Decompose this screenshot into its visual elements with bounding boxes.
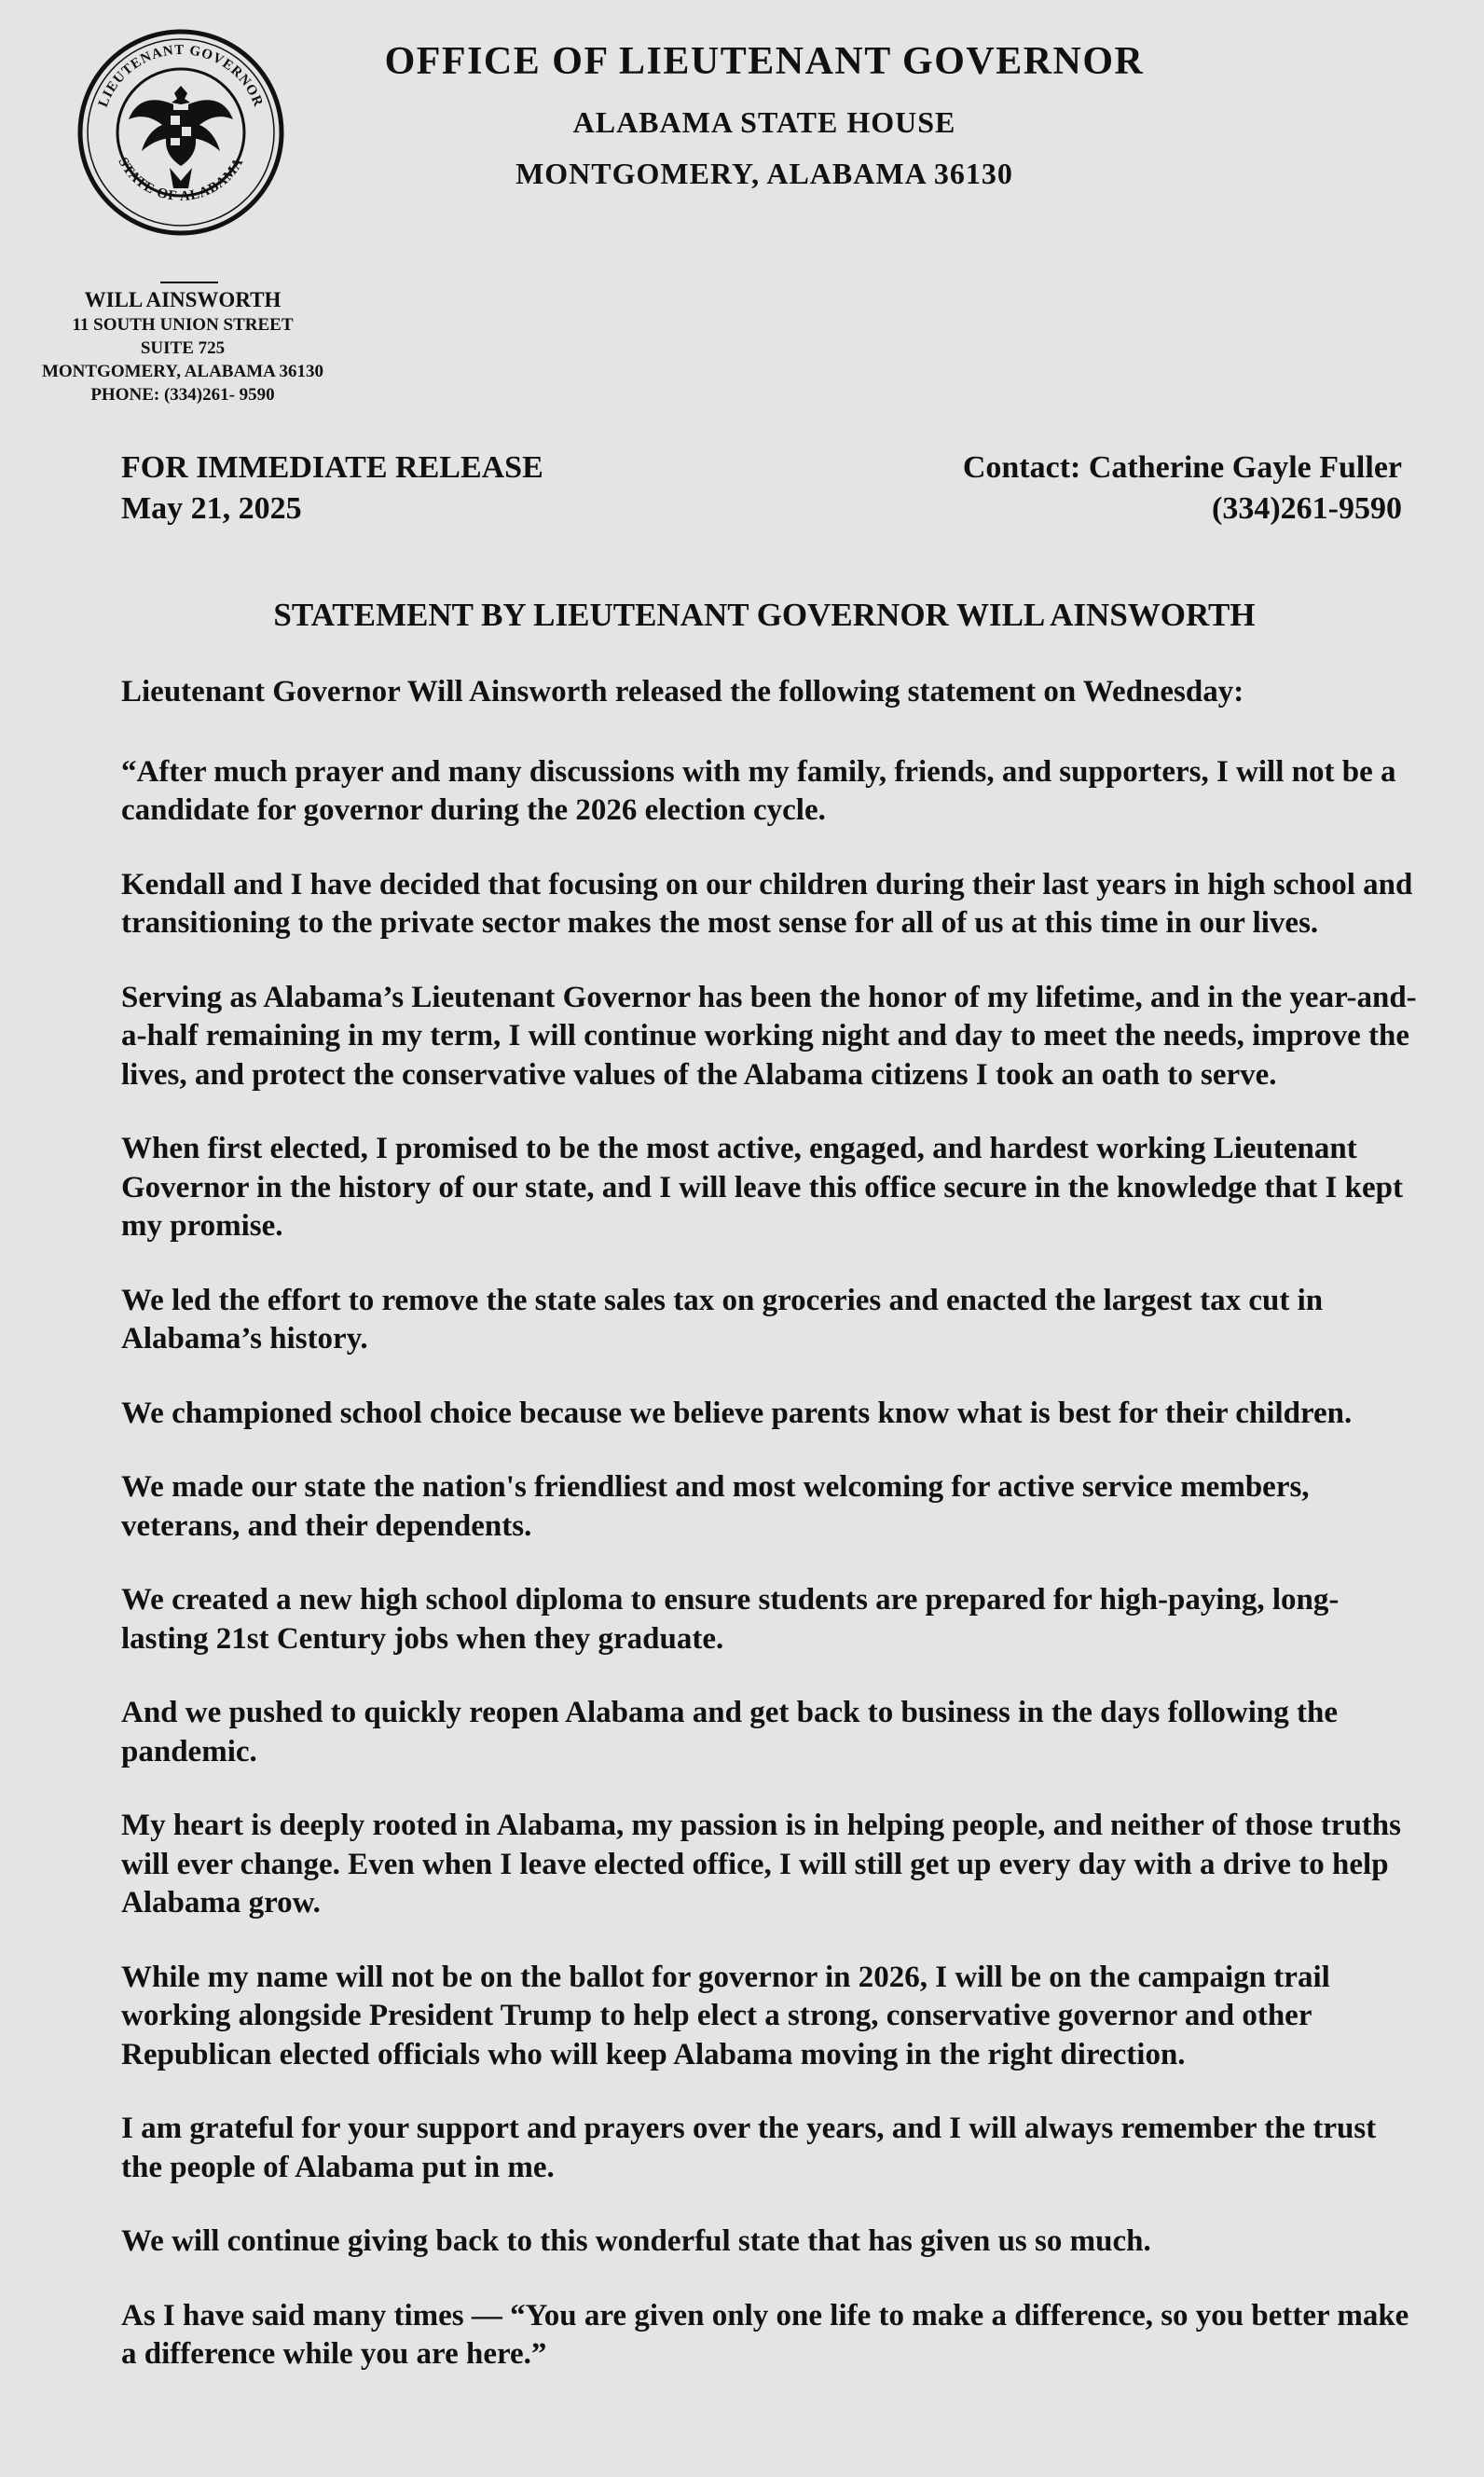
paragraph: We created a new high school diploma to ensure students are prepared for high-paying, long-lasting 21st Century jobs when they graduate. <box>121 1583 1340 1656</box>
contact-name: Contact: Catherine Gayle Fuller <box>962 450 1402 485</box>
paragraph: “After much prayer and many discussions with my family, friends, and supporters, I will not be a candidate for governor during the 2026 election cycle. <box>121 754 1396 827</box>
release-info <box>121 447 543 530</box>
sender-address-block <box>0 287 365 406</box>
paragraph: We made our state the nation's friendliest and most welcoming for active service members, veterans, and their dependents. <box>121 1470 1310 1543</box>
sender-divider <box>160 282 218 283</box>
building-line: ALABAMA STATE HOUSE <box>572 105 956 139</box>
paragraph: We championed school choice because we believe parents know what is best for their children. <box>121 1396 1353 1430</box>
paragraph: Kendall and I have decided that focusing on our children during their last years in high school and transitioning to the private sector makes the most sense for all of us at this time in our lives. <box>121 867 1413 940</box>
sender-suite: SUITE 725 <box>140 338 226 358</box>
paragraph: I am grateful for your support and prayers over the years, and I will always remember the trust the people of Alabama put in me. <box>121 2112 1377 2184</box>
city-line: MONTGOMERY, ALABAMA 36130 <box>515 157 1013 190</box>
paragraph: Serving as Alabama’s Lieutenant Governor has been the honor of my lifetime, and in the year-and-a-half remaining in my term, I will continue working night and day to meet the needs, improve the lives, and protect the conservative values of the Alabama citizens I took an oath to serve. <box>121 980 1417 1092</box>
seal-top-text: LIEUTENANT GOVERNOR <box>95 42 267 110</box>
paragraph: While my name will not be on the ballot for governor in 2026, I will be on the campaign trail working alongside President Trump to help elect a strong, conservative governor and other Republican elected officials who will keep Alabama moving in the right direction. <box>121 1960 1330 2071</box>
paragraph: As I have said many times — “You are given only one life to make a difference, so you better make a difference while you are here.” <box>121 2298 1409 2371</box>
sender-street: 11 SOUTH UNION STREET <box>72 315 294 335</box>
sender-name: WILL AINSWORTH <box>84 288 282 311</box>
paragraph: We led the effort to remove the state sales tax on groceries and enacted the largest tax cut in Alabama’s history. <box>121 1283 1324 1355</box>
paragraph: Lieutenant Governor Will Ainsworth released the following statement on Wednesday: <box>121 675 1244 709</box>
contact-info <box>963 447 1402 530</box>
seal-bottom-text: STATE OF ALABAMA <box>115 155 247 205</box>
statement-body <box>121 673 1417 2410</box>
paragraph: We will continue giving back to this wonderful state that has given us so much. <box>121 2224 1151 2258</box>
paragraph: My heart is deeply rooted in Alabama, my passion is in helping people, and neither of those truths will ever change. Even when I leave elected office, I will still get up every day with a drive to help Alabama grow. <box>121 1809 1401 1920</box>
paragraph: And we pushed to quickly reopen Alabama and get back to business in the days following the pandemic. <box>121 1696 1338 1768</box>
sender-city: MONTGOMERY, ALABAMA 36130 <box>41 362 324 381</box>
paragraph: When first elected, I promised to be the most active, engaged, and hardest working Lieutenant Governor in the history of our state, and I will leave this office secure in the knowledge that I kept my promise. <box>121 1132 1403 1243</box>
release-date: May 21, 2025 <box>121 491 302 526</box>
contact-phone: (334)261-9590 <box>1212 491 1402 526</box>
sender-phone: PHONE: (334)261- 9590 <box>90 385 275 405</box>
office-heading: OFFICE OF LIEUTENANT GOVERNOR <box>384 40 1145 83</box>
statement-title: STATEMENT BY LIEUTENANT GOVERNOR WILL AINSWORTH <box>273 597 1256 633</box>
state-seal-icon <box>76 28 285 237</box>
release-label: FOR IMMEDIATE RELEASE <box>121 450 543 485</box>
